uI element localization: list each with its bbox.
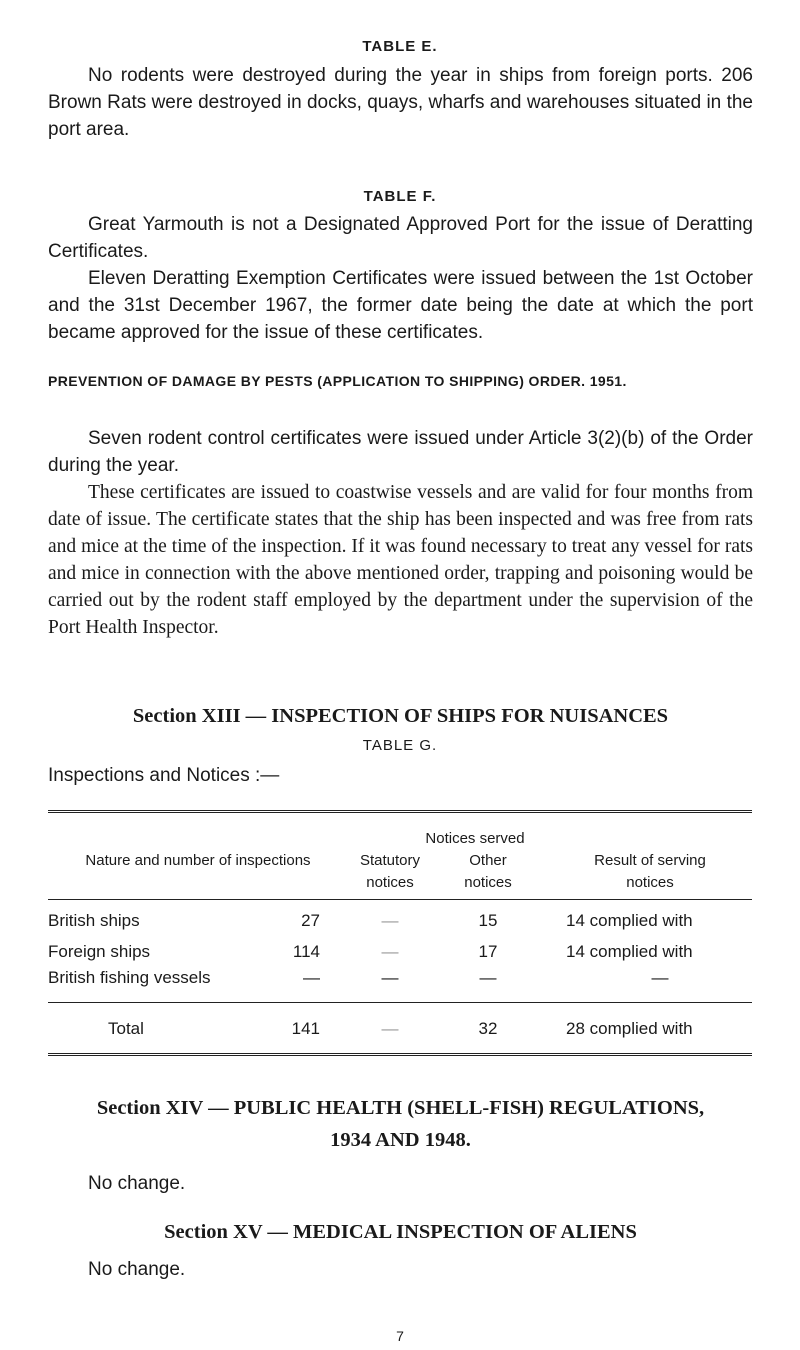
row-statutory: —	[381, 942, 399, 961]
table-e-title: TABLE E.	[362, 38, 438, 55]
row-label: Foreign ships	[48, 942, 151, 961]
table-f-title: TABLE F.	[363, 188, 437, 205]
row-result: 14 complied with	[566, 942, 693, 961]
total-result: 28 complied with	[566, 1019, 693, 1038]
page-number: 7	[396, 1328, 404, 1344]
row-number: —	[303, 968, 320, 987]
header-notices-served: Notices served	[425, 830, 525, 847]
header-statutory: Statutory notices	[359, 852, 421, 891]
total-statutory: —	[381, 1019, 399, 1038]
section-xv-heading: Section XV — MEDICAL INSPECTION OF ALIENS	[164, 1221, 637, 1243]
total-other: 32	[478, 1019, 498, 1038]
row-statutory: —	[381, 911, 399, 930]
row-other: 17	[478, 942, 498, 961]
header-other: Other notices	[464, 852, 512, 891]
row-number: 27	[301, 911, 320, 930]
row-result: —	[651, 968, 669, 987]
section-xiii-heading: Section XIII — INSPECTION OF SHIPS FOR NUISANCES	[132, 705, 669, 727]
row-label: British ships	[48, 911, 140, 930]
table-f-para1: Great Yarmouth is not a Designated Approved Port for the issue of Deratting Certificates.	[48, 214, 753, 262]
row-number: 114	[292, 942, 320, 961]
header-result: Result of serving notices	[594, 852, 706, 891]
section-xv-text: No change.	[88, 1259, 186, 1280]
table-e-text: No rodents were destroyed during the year in ships from foreign ports. 206 Brown Rats were destroyed in docks, quays, wharfs and warehouses situated in the port area.	[48, 65, 753, 140]
row-statutory: —	[381, 968, 399, 987]
table-bottom-rule	[48, 1053, 752, 1056]
section-xiv-heading-line2: 1934 AND 1948.	[330, 1129, 471, 1151]
total-number: 141	[291, 1019, 320, 1038]
section-xiv-text: No change.	[88, 1173, 186, 1194]
table-f-para2: Eleven Deratting Exemption Certificates were issued between the 1st October and the 31st December 1967, the former date being the date at which the port became approved for the issue of these certificates.	[48, 268, 753, 343]
prevention-para2: These certificates are issued to coastwise vessels and are valid for four months from date of issue. The certificate states that the ship has been inspected and was free from rats and mice at the time of the inspection. If it was found necessary to treat any vessel for rats and mice in connection with the above mentioned order, trapping and poisoning would be carried out by the rodent staff employed by the department under the supervision of the Port Health Inspector.	[48, 482, 753, 638]
row-other: 15	[478, 911, 498, 930]
total-rule	[48, 1002, 752, 1003]
inspections-intro: Inspections and Notices :—	[48, 765, 280, 786]
prevention-heading: PREVENTION OF DAMAGE BY PESTS (APPLICATION TO SHIPPING) ORDER. 1951.	[48, 373, 627, 389]
row-other: —	[479, 968, 497, 987]
table-top-rule	[48, 810, 752, 813]
section-xiv-heading-line1: Section XIV — PUBLIC HEALTH (SHELL-FISH) REGULATIONS,	[96, 1097, 705, 1119]
row-label: British fishing vessels	[48, 968, 211, 987]
header-rule	[48, 899, 752, 900]
row-result: 14 complied with	[566, 911, 693, 930]
prevention-para1: Seven rodent control certificates were issued under Article 3(2)(b) of the Order during the year.	[48, 428, 753, 476]
total-label: Total	[108, 1019, 144, 1038]
header-nature: Nature and number of inspections	[85, 852, 311, 869]
table-g-title: TABLE G.	[362, 737, 438, 754]
